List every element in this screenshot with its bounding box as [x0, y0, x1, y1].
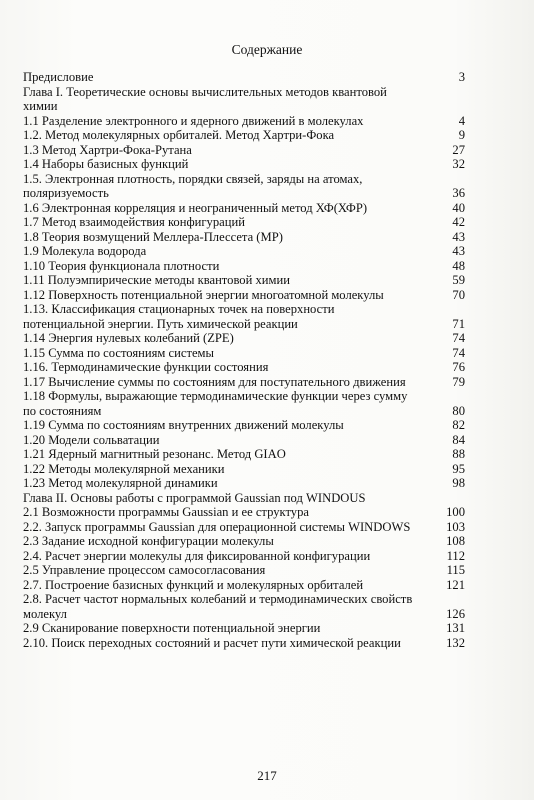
toc-entry-page: 131: [446, 621, 465, 635]
toc-entry-title: 1.23 Метод молекулярной динамики: [23, 476, 218, 490]
toc-entry-page: 59: [452, 273, 465, 287]
toc-entry-title: 1.11 Полуэмпирические методы квантовой химии: [23, 273, 290, 287]
toc-entry-title: 1.22 Методы молекулярной механики: [23, 461, 225, 476]
toc-entry-page: 108: [446, 534, 465, 548]
toc-entry-page: 48: [452, 258, 465, 273]
toc-entry-title: 1.18 Формулы, выражающие термодинамические функции через сумму по состояниям: [23, 389, 408, 418]
toc-entry: [23, 302, 465, 331]
toc-entry-title: 1.13. Классификация стационарных точек на поверхности потенциальной энергии. Путь химической реакции: [23, 302, 335, 331]
toc-entry-title: 1.7 Метод взаимодействия конфигураций: [23, 215, 245, 229]
toc-entry-title: 1.4 Наборы базисных функций: [23, 157, 189, 171]
toc-entry: [23, 360, 465, 375]
toc-entry-title: Глава I. Теоретические основы вычислительных методов квантовой химии: [23, 84, 387, 113]
toc-entry-title: 2.4. Расчет энергии молекулы для фиксированной конфигурации: [23, 548, 371, 563]
toc-entry-title: 1.10 Теория функционала плотности: [23, 258, 220, 273]
toc-entry: [23, 621, 465, 636]
toc-entry: [23, 418, 465, 433]
toc-entry-page: 112: [446, 548, 465, 563]
toc-entry: [23, 331, 465, 346]
toc-entry-page: 103: [446, 519, 465, 534]
toc-entry: [23, 143, 465, 158]
toc-entry: [23, 578, 465, 593]
toc-entry: [23, 462, 465, 477]
toc-entry-page: 9: [458, 128, 465, 142]
toc-entry-page: 88: [452, 447, 465, 461]
toc-entry-title: 1.9 Молекула водорода: [23, 244, 147, 258]
toc-entry-page: 84: [452, 432, 465, 447]
toc-entry-title: 1.3 Метод Хартри-Фока-Рутана: [23, 142, 192, 157]
toc-entry: [23, 592, 465, 621]
toc-entry-title: 1.19 Сумма по состояниям внутренних движений молекулы: [23, 418, 344, 432]
toc-entry-page: 121: [446, 577, 465, 592]
toc-entry: [23, 505, 465, 520]
toc-entry: [23, 70, 465, 85]
toc-entry-title: 1.6 Электронная корреляция и неограниченный метод ХФ(ХФР): [23, 200, 368, 215]
toc-entry-page: 76: [452, 360, 465, 374]
toc-entry-title: 2.1 Возможности программы Gaussian и ее структура: [23, 505, 309, 519]
toc-entry-title: 1.17 Вычисление суммы по состояниям для поступательного движения: [23, 374, 406, 389]
toc-entry-page: 70: [452, 287, 465, 302]
toc-entry-page: 100: [446, 505, 465, 519]
toc-entry-page: 74: [452, 345, 465, 360]
toc-entry: [23, 636, 465, 651]
toc-entry: [23, 563, 465, 578]
toc-entry: [23, 389, 465, 418]
toc-entry-page: 95: [452, 461, 465, 476]
toc-entry: [23, 201, 465, 216]
toc-entry-page: 36: [452, 186, 465, 200]
toc-entry-title: 2.10. Поиск переходных состояний и расчет пути химической реакции: [23, 635, 401, 650]
toc-entry-page: 74: [452, 331, 465, 345]
toc-entry-page: 71: [452, 316, 465, 331]
toc-entry-title: 2.3 Задание исходной конфигурации молекулы: [23, 534, 274, 548]
toc-entry-title: 1.20 Модели сольватации: [23, 432, 160, 447]
toc-entry-title: 2.7. Построение базисных функций и молекулярных орбиталей: [23, 577, 364, 592]
toc-entry: [23, 215, 465, 230]
toc-entry-page: 40: [452, 200, 465, 215]
toc-entry-page: 32: [452, 157, 465, 171]
toc-entry: [23, 520, 465, 535]
toc-entry-title: 1.15 Сумма по состояниям системы: [23, 345, 214, 360]
toc-entry-page: 80: [452, 403, 465, 418]
toc-entry: [23, 244, 465, 259]
toc-entry-title: 1.5. Электронная плотность, порядки связей, заряды на атомах, поляризуемость: [23, 171, 363, 200]
toc-entry: [23, 534, 465, 549]
table-of-contents: [23, 70, 465, 650]
toc-entry: [23, 128, 465, 143]
toc-entry: [23, 447, 465, 462]
toc-entry-title: Предисловие: [23, 70, 94, 84]
toc-entry: [23, 346, 465, 361]
toc-entry-title: 2.2. Запуск программы Gaussian для операционной системы WINDOWS: [23, 519, 411, 534]
toc-entry-title: 2.8. Расчет частот нормальных колебаний и термодинамических свойств молекул: [23, 592, 413, 621]
toc-entry-title: 2.9 Сканирование поверхности потенциальной энергии: [23, 621, 321, 635]
toc-entry-page: 132: [446, 635, 465, 650]
toc-entry: [23, 85, 465, 114]
toc-entry-title: 1.1 Разделение электронного и ядерного движений в молекулах: [23, 113, 364, 128]
toc-entry-title: 2.5 Управление процессом самосогласования: [23, 563, 266, 577]
toc-entry-page: 82: [452, 418, 465, 432]
toc-entry-title: 1.16. Термодинамические функции состояния: [23, 360, 269, 374]
page-number: 217: [257, 768, 277, 783]
toc-entry-title: 1.8 Теория возмущений Меллера-Плессета (МР): [23, 229, 283, 244]
toc-entry: [23, 230, 465, 245]
toc-entry: [23, 114, 465, 129]
toc-entry-page: 27: [452, 142, 465, 157]
toc-entry-page: 43: [452, 244, 465, 258]
toc-entry-page: 126: [446, 606, 465, 621]
toc-entry: [23, 549, 465, 564]
toc-entry: [23, 259, 465, 274]
toc-entry-title: 1.14 Энергия нулевых колебаний (ZPE): [23, 331, 234, 345]
toc-entry: [23, 157, 465, 172]
toc-entry-page: 3: [458, 70, 465, 84]
toc-entry-page: 98: [452, 476, 465, 490]
toc-entry: [23, 288, 465, 303]
toc-entry-page: 79: [452, 374, 465, 389]
toc-entry-title: 1.21 Ядерный магнитный резонанс. Метод GIAO: [23, 447, 286, 461]
toc-entry: [23, 375, 465, 390]
toc-entry-page: 42: [452, 215, 465, 229]
page-title: Содержание: [231, 42, 303, 57]
toc-entry: [23, 491, 465, 506]
toc-entry: [23, 172, 465, 201]
toc-entry-title: Глава II. Основы работы с программой Gaussian под WINDOUS: [23, 490, 366, 505]
toc-entry-page: 115: [446, 563, 465, 577]
toc-entry-title: 1.2. Метод молекулярных орбиталей. Метод Хартри-Фока: [23, 128, 335, 142]
toc-entry-page: 4: [458, 113, 465, 128]
toc-entry: [23, 476, 465, 491]
toc-entry-title: 1.12 Поверхность потенциальной энергии многоатомной молекулы: [23, 287, 384, 302]
toc-entry: [23, 273, 465, 288]
toc-entry: [23, 433, 465, 448]
toc-entry-page: 43: [452, 229, 465, 244]
